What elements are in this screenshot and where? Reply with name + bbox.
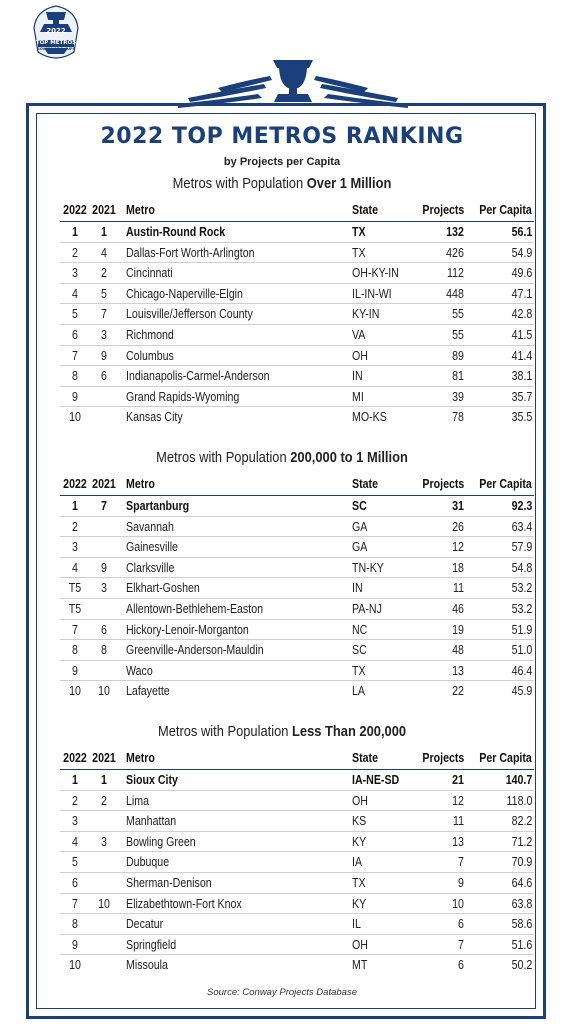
col-2022-rank-cell: 7 xyxy=(72,622,78,637)
col-state-cell: IA xyxy=(352,855,363,870)
col-2021-rank-cell: 7 xyxy=(101,307,107,322)
col-state-cell: GA xyxy=(352,519,368,534)
col-per-capita-cell: 41.4 xyxy=(511,348,532,363)
col-projects-cell: 18 xyxy=(452,560,464,575)
col-metro-cell: Spartanburg xyxy=(126,499,190,513)
col-2022-rank-cell: 2 xyxy=(72,793,78,808)
col-projects-cell: 7 xyxy=(458,855,464,870)
col-state-cell: NC xyxy=(352,622,368,637)
col-state-cell: MT xyxy=(352,958,368,973)
col-2022-rank-cell: 9 xyxy=(72,663,78,678)
col-metro-cell: Elkhart-Goshen xyxy=(126,581,200,596)
section-heading-bold: Less Than 200,000 xyxy=(292,723,407,740)
table-row xyxy=(60,325,534,346)
table-row xyxy=(60,832,534,853)
col-2022-rank-cell: 9 xyxy=(72,389,78,404)
table-200k-to-1-million xyxy=(60,474,534,702)
col-per-capita-cell: 47.1 xyxy=(511,286,532,301)
table-row xyxy=(60,407,534,428)
col-projects-cell: 22 xyxy=(452,684,464,699)
table-row xyxy=(60,955,534,976)
col-projects-cell: 112 xyxy=(447,266,464,281)
col-state-cell: SC xyxy=(352,643,367,658)
source-note: Source: Conway Projects Database xyxy=(207,987,357,998)
col-projects-cell: 426 xyxy=(446,245,464,260)
col-state-cell: TN-KY xyxy=(352,560,384,575)
col-metro-cell: Austin-Round Rock xyxy=(126,225,226,239)
col-per-capita-header: Per Capita xyxy=(479,203,532,217)
col-2022-rank-header: 2022 xyxy=(63,751,87,765)
col-state-cell: KY xyxy=(352,896,367,911)
col-metro-cell: Greenville-Anderson-Mauldin xyxy=(126,643,264,658)
col-2022-rank-cell: 3 xyxy=(72,540,78,555)
logo-line2-text: GOVERNOR'S CUPS xyxy=(36,47,76,51)
col-per-capita-cell: 118.0 xyxy=(506,793,532,808)
col-2021-rank-cell: 3 xyxy=(101,327,107,342)
section-heading-less-than-200k xyxy=(39,723,524,740)
col-2022-rank-cell: 1 xyxy=(72,225,78,239)
col-metro-cell: Grand Rapids-Wyoming xyxy=(126,389,240,404)
col-projects-cell: 11 xyxy=(452,814,464,829)
col-2022-rank-cell: 4 xyxy=(72,286,78,301)
col-projects-cell: 448 xyxy=(446,286,464,301)
section-heading-bold: 200,000 to 1 Million xyxy=(290,449,408,466)
col-state-cell: IN xyxy=(352,369,363,384)
col-per-capita-cell: 54.8 xyxy=(511,560,532,575)
col-state-header: State xyxy=(352,751,378,765)
table-row xyxy=(60,935,534,956)
table-row xyxy=(60,263,534,284)
col-per-capita-cell: 45.9 xyxy=(511,684,532,699)
col-2022-rank-cell: 5 xyxy=(72,307,78,322)
col-state-cell: MI xyxy=(352,389,364,404)
col-2022-rank-cell: 10 xyxy=(69,684,81,699)
table-row xyxy=(60,873,534,894)
col-2021-rank-cell: 2 xyxy=(101,793,107,808)
col-2022-rank-cell: 7 xyxy=(72,896,78,911)
col-2022-rank-cell: 9 xyxy=(72,937,78,952)
col-2022-rank-cell: 4 xyxy=(72,560,78,575)
col-per-capita-cell: 38.1 xyxy=(511,369,532,384)
table-row xyxy=(60,681,534,702)
col-2022-rank-cell: T5 xyxy=(68,601,82,616)
col-state-cell: KS xyxy=(352,814,367,829)
col-2022-rank-cell: 1 xyxy=(72,773,78,787)
table-row xyxy=(60,243,534,264)
col-state-cell: MO-KS xyxy=(352,410,387,425)
col-2021-rank-cell: 1 xyxy=(101,773,107,787)
col-per-capita-cell: 57.9 xyxy=(511,540,532,555)
col-2022-rank-header: 2022 xyxy=(63,477,87,491)
col-state-cell: TX xyxy=(352,225,366,239)
col-projects-cell: 78 xyxy=(452,410,464,425)
table-row xyxy=(60,517,534,538)
col-projects-cell: 89 xyxy=(452,348,464,363)
table-row xyxy=(60,284,534,305)
col-metro-cell: Kansas City xyxy=(126,410,183,425)
col-metro-cell: Gainesville xyxy=(126,540,178,555)
table-row xyxy=(60,537,534,558)
table-row xyxy=(60,222,534,243)
col-projects-cell: 46 xyxy=(452,601,464,616)
col-per-capita-cell: 53.2 xyxy=(511,581,532,596)
col-projects-cell: 39 xyxy=(452,389,464,404)
table-over-1-million xyxy=(60,200,534,428)
table-row xyxy=(60,346,534,367)
col-2022-rank-cell: 3 xyxy=(72,266,78,281)
col-projects-cell: 48 xyxy=(452,643,464,658)
col-per-capita-cell: 35.7 xyxy=(511,389,532,404)
col-projects-cell: 10 xyxy=(452,896,464,911)
col-per-capita-cell: 42.8 xyxy=(511,307,532,322)
col-metro-cell: Louisville/Jefferson County xyxy=(126,307,253,322)
col-metro-cell: Chicago-Naperville-Elgin xyxy=(126,286,243,301)
col-state-header: State xyxy=(352,203,378,217)
section-heading-prefix: Metros with Population xyxy=(172,175,307,192)
table-row xyxy=(60,770,534,791)
col-projects-cell: 13 xyxy=(452,834,464,849)
col-per-capita-cell: 58.6 xyxy=(511,917,532,932)
col-2022-rank-cell: 8 xyxy=(72,369,78,384)
col-state-cell: OH xyxy=(352,793,368,808)
col-projects-cell: 19 xyxy=(452,622,464,637)
table-row xyxy=(60,914,534,935)
col-metro-cell: Dubuque xyxy=(126,855,170,870)
page-title: 2022 TOP METROS RANKING xyxy=(100,124,464,149)
col-projects-cell: 11 xyxy=(452,581,464,596)
col-2022-rank-cell: 8 xyxy=(72,643,78,658)
col-per-capita-cell: 70.9 xyxy=(511,855,532,870)
col-2021-rank-cell: 9 xyxy=(101,348,107,363)
col-state-cell: KY xyxy=(352,834,367,849)
col-metro-cell: Richmond xyxy=(126,327,174,342)
col-projects-cell: 6 xyxy=(458,917,464,932)
col-metro-header: Metro xyxy=(126,751,155,765)
col-per-capita-cell: 140.7 xyxy=(505,773,532,787)
col-2021-rank-cell: 10 xyxy=(98,896,110,911)
col-state-cell: VA xyxy=(352,327,366,342)
col-state-cell: OH-KY-IN xyxy=(352,266,399,281)
col-per-capita-cell: 51.0 xyxy=(511,643,532,658)
col-projects-header: Projects xyxy=(422,203,464,217)
col-2022-rank-cell: 10 xyxy=(69,958,81,973)
col-projects-cell: 7 xyxy=(458,937,464,952)
col-per-capita-cell: 56.1 xyxy=(511,225,532,239)
table-row xyxy=(60,661,534,682)
table-row xyxy=(60,578,534,599)
col-state-cell: OH xyxy=(352,348,368,363)
col-per-capita-cell: 49.6 xyxy=(511,266,532,281)
col-per-capita-header: Per Capita xyxy=(479,477,532,491)
col-projects-cell: 9 xyxy=(458,875,464,890)
col-metro-cell: Elizabethtown-Fort Knox xyxy=(126,896,242,911)
col-per-capita-cell: 51.6 xyxy=(511,937,532,952)
col-metro-cell: Manhattan xyxy=(126,814,177,829)
col-per-capita-cell: 92.3 xyxy=(511,499,532,513)
col-2022-rank-cell: 1 xyxy=(72,499,78,513)
col-2022-rank-cell: 8 xyxy=(72,917,78,932)
col-metro-cell: Indianapolis-Carmel-Anderson xyxy=(126,369,270,384)
section-heading-bold: Over 1 Million xyxy=(306,175,392,192)
col-metro-cell: Dallas-Fort Worth-Arlington xyxy=(126,245,255,260)
col-2021-rank-cell: 4 xyxy=(101,245,107,260)
table-row xyxy=(60,640,534,661)
col-per-capita-cell: 64.6 xyxy=(511,875,532,890)
col-state-cell: KY-IN xyxy=(352,307,380,322)
col-metro-cell: Lafayette xyxy=(126,684,170,699)
col-per-capita-header: Per Capita xyxy=(479,751,532,765)
col-per-capita-cell: 35.5 xyxy=(511,410,532,425)
col-projects-cell: 26 xyxy=(452,519,464,534)
col-metro-cell: Springfield xyxy=(126,937,177,952)
col-state-cell: LA xyxy=(352,684,366,699)
col-metro-cell: Decatur xyxy=(126,917,164,932)
table-row xyxy=(60,811,534,832)
col-projects-header: Projects xyxy=(422,751,464,765)
col-projects-cell: 81 xyxy=(452,369,464,384)
col-per-capita-cell: 63.4 xyxy=(511,519,532,534)
col-2022-rank-cell: T5 xyxy=(68,581,82,596)
col-metro-cell: Sioux City xyxy=(126,773,178,787)
logo-year-text: 2022 xyxy=(46,27,66,35)
col-state-cell: IA-NE-SD xyxy=(352,773,400,787)
page-subtitle: by Projects per Capita xyxy=(223,156,341,168)
col-per-capita-cell: 53.2 xyxy=(511,601,532,616)
table-row xyxy=(60,387,534,408)
col-metro-cell: Clarksville xyxy=(126,560,175,575)
col-projects-cell: 13 xyxy=(452,663,464,678)
col-state-cell: IL-IN-WI xyxy=(352,286,392,301)
table-row xyxy=(60,620,534,641)
section-heading-prefix: Metros with Population xyxy=(156,449,291,466)
col-state-cell: TX xyxy=(352,663,366,678)
col-projects-cell: 55 xyxy=(452,327,464,342)
col-metro-cell: Lima xyxy=(126,793,150,808)
col-2021-rank-header: 2021 xyxy=(92,751,116,765)
col-per-capita-cell: 63.8 xyxy=(511,896,532,911)
col-2022-rank-cell: 10 xyxy=(69,410,81,425)
col-2022-rank-cell: 2 xyxy=(72,245,78,260)
table-row xyxy=(60,304,534,325)
section-heading-prefix: Metros with Population xyxy=(157,723,293,740)
col-2021-rank-cell: 6 xyxy=(101,369,107,384)
col-metro-cell: Columbus xyxy=(126,348,174,363)
col-per-capita-cell: 50.2 xyxy=(511,958,532,973)
col-2022-rank-cell: 2 xyxy=(72,519,78,534)
col-state-cell: SC xyxy=(352,499,367,513)
col-2021-rank-cell: 7 xyxy=(101,499,107,513)
col-2021-rank-header: 2021 xyxy=(92,203,116,217)
col-per-capita-cell: 71.2 xyxy=(511,834,532,849)
col-projects-header: Projects xyxy=(422,477,464,491)
col-metro-header: Metro xyxy=(126,203,155,217)
col-2021-rank-cell: 3 xyxy=(101,834,107,849)
col-2021-rank-cell: 9 xyxy=(101,560,107,575)
col-metro-cell: Waco xyxy=(126,663,153,678)
col-2021-rank-cell: 1 xyxy=(101,225,107,239)
col-projects-cell: 55 xyxy=(452,307,464,322)
col-2021-rank-cell: 8 xyxy=(101,643,107,658)
col-2021-rank-cell: 6 xyxy=(101,622,107,637)
col-per-capita-cell: 54.9 xyxy=(511,245,532,260)
col-per-capita-cell: 51.9 xyxy=(511,622,532,637)
col-projects-cell: 12 xyxy=(452,540,464,555)
col-2022-rank-header: 2022 xyxy=(63,203,87,217)
col-metro-cell: Allentown-Bethlehem-Easton xyxy=(126,601,264,616)
col-2021-rank-cell: 3 xyxy=(101,581,107,596)
table-row xyxy=(60,496,534,517)
col-metro-cell: Hickory-Lenoir-Morganton xyxy=(126,622,249,637)
col-2022-rank-cell: 4 xyxy=(72,834,78,849)
col-state-cell: GA xyxy=(352,540,368,555)
col-projects-cell: 132 xyxy=(446,225,464,239)
col-state-cell: TX xyxy=(352,875,366,890)
section-heading-200k-to-1-million xyxy=(39,449,524,466)
col-state-cell: IL xyxy=(352,917,361,932)
table-header-row xyxy=(60,474,534,496)
col-state-cell: OH xyxy=(352,937,368,952)
col-2022-rank-cell: 7 xyxy=(72,348,78,363)
col-state-cell: TX xyxy=(352,245,366,260)
col-2021-rank-cell: 10 xyxy=(98,684,110,699)
section-heading-over-1-million xyxy=(39,175,524,192)
col-metro-cell: Sherman-Denison xyxy=(126,875,212,890)
col-metro-header: Metro xyxy=(126,477,155,491)
col-2022-rank-cell: 3 xyxy=(72,814,78,829)
col-state-cell: PA-NJ xyxy=(352,601,382,616)
table-row xyxy=(60,894,534,915)
col-state-header: State xyxy=(352,477,378,491)
col-per-capita-cell: 82.2 xyxy=(511,814,532,829)
table-header-row xyxy=(60,748,534,770)
col-2021-rank-cell: 5 xyxy=(101,286,107,301)
table-less-than-200k xyxy=(60,748,534,976)
col-2022-rank-cell: 6 xyxy=(72,327,78,342)
col-projects-cell: 21 xyxy=(452,773,464,787)
col-metro-cell: Savannah xyxy=(126,519,174,534)
col-projects-cell: 31 xyxy=(452,499,464,513)
col-state-cell: IN xyxy=(352,581,363,596)
table-row xyxy=(60,558,534,579)
col-per-capita-cell: 41.5 xyxy=(511,327,532,342)
col-metro-cell: Cincinnati xyxy=(126,266,173,281)
table-row xyxy=(60,791,534,812)
col-per-capita-cell: 46.4 xyxy=(511,663,532,678)
table-row xyxy=(60,852,534,873)
table-header-row xyxy=(60,200,534,222)
col-metro-cell: Bowling Green xyxy=(126,834,196,849)
logo-line1-text: TOP METROS xyxy=(35,40,77,46)
table-row xyxy=(60,366,534,387)
col-projects-cell: 12 xyxy=(452,793,464,808)
col-metro-cell: Missoula xyxy=(126,958,168,973)
col-2021-rank-header: 2021 xyxy=(92,477,116,491)
col-2021-rank-cell: 2 xyxy=(101,266,107,281)
col-projects-cell: 6 xyxy=(458,958,464,973)
col-2022-rank-cell: 6 xyxy=(72,875,78,890)
table-row xyxy=(60,599,534,620)
col-2022-rank-cell: 5 xyxy=(72,855,78,870)
